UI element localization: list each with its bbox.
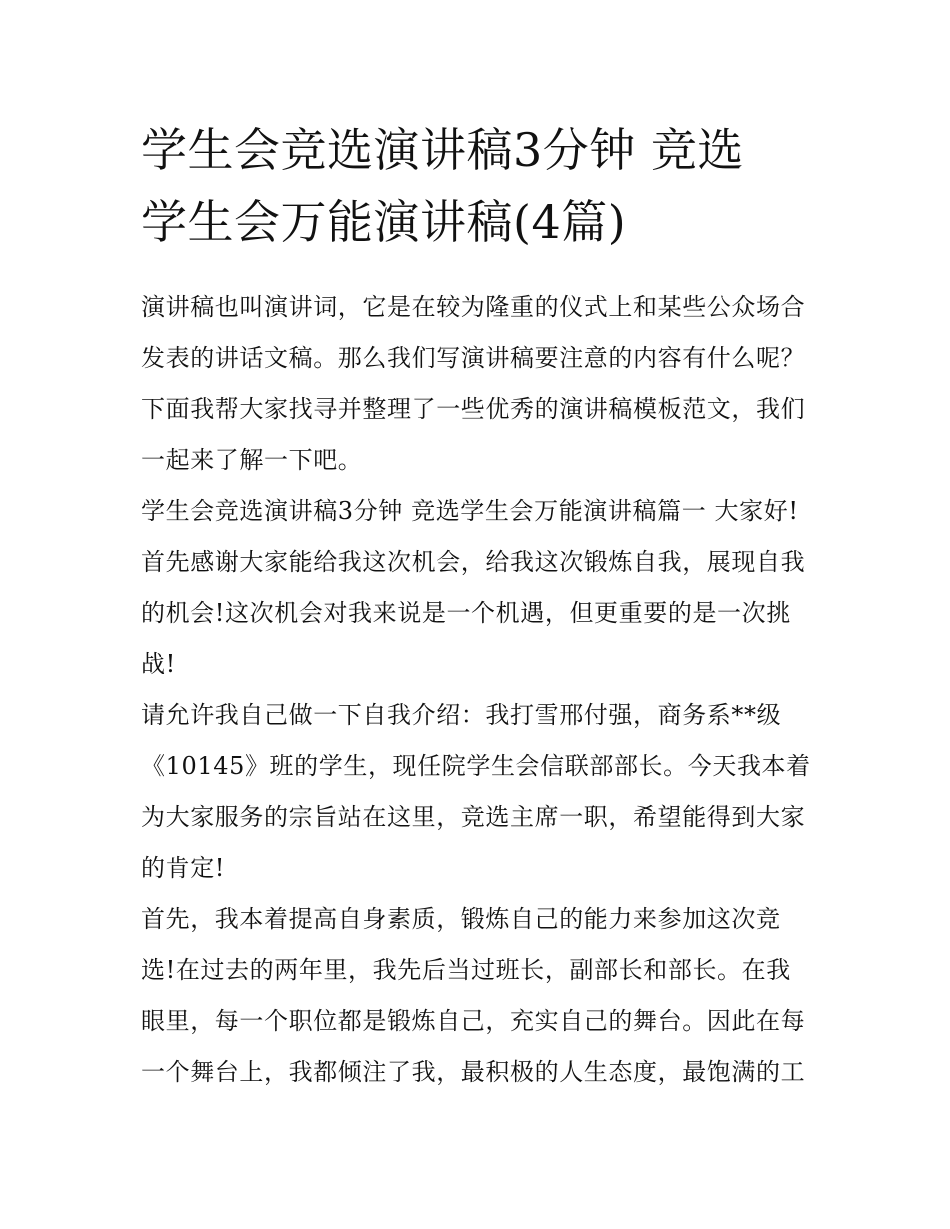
- body-line: 为大家服务的宗旨站在这里，竞选主席一职，希望能得到大家: [141, 803, 806, 831]
- body-line: 首先感谢大家能给我这次机会，给我这次锻炼自我，展现自我: [141, 548, 806, 576]
- body-line: 演讲稿也叫演讲词，它是在较为隆重的仪式上和某些公众场合: [141, 293, 806, 321]
- body-line: 发表的讲话文稿。那么我们写演讲稿要注意的内容有什么呢？: [141, 344, 806, 372]
- body-line: 战!: [141, 650, 176, 678]
- title-line-1: 学生会竞选演讲稿3分钟 竞选: [141, 123, 744, 177]
- title-line-2: 学生会万能演讲稿(4篇): [141, 195, 627, 249]
- body-line: 选!在过去的两年里，我先后当过班长，副部长和部长。在我: [141, 956, 791, 984]
- body-line: 一起来了解一下吧。: [141, 446, 363, 474]
- body-line: 下面我帮大家找寻并整理了一些优秀的演讲稿模板范文，我们: [141, 395, 806, 423]
- body-line: 的机会!这次机会对我来说是一个机遇，但更重要的是一次挑: [141, 599, 791, 627]
- body-line: 首先，我本着提高自身素质，锻炼自己的能力来参加这次竞: [141, 905, 781, 933]
- body-line: 的肯定!: [141, 854, 226, 882]
- body-line: 《10145》班的学生，现任院学生会信联部部长。今天我本着: [141, 752, 811, 780]
- document-title: [141, 114, 821, 258]
- body-line: 学生会竞选演讲稿3分钟 竞选学生会万能演讲稿篇一 大家好!: [141, 497, 799, 525]
- body-line: 请允许我自己做一下自我介绍：我打雪邢付强，商务系**级: [141, 701, 782, 729]
- body-line: 一个舞台上，我都倾注了我，最积极的人生态度，最饱满的工: [141, 1058, 806, 1086]
- body-line: 眼里，每一个职位都是锻炼自己，充实自己的舞台。因此在每: [141, 1007, 806, 1035]
- document-body: [141, 282, 821, 1098]
